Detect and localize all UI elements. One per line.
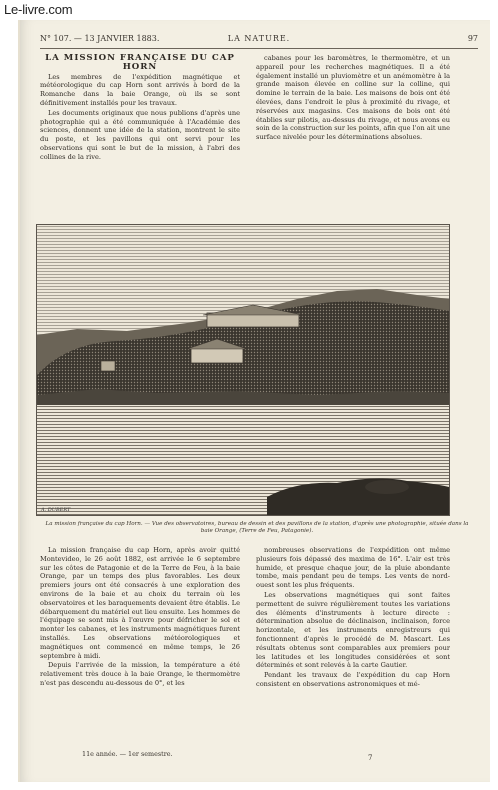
paragraph: La mission française du cap Horn, après avoir quitté Montevideo, le 26 août 1882, est arrivée le 6 septembre sur les côtes de Patagonie et de la Terre de Feu, à la baie Orange, par un temps des plus favorables. Les deux premiers jours ont été consacrés à une exploration des environs de la baie et au choix du terrain où les observatoires et les baraquements devaient être établis. Le débarquement du matériel eut lieu ensuite. Les hommes de l'équipage se sont mis à l'œuvre pour défricher le sol et monter les cabanes, et les instruments magnétiques furent installés. Les observations météorologiques et magnétiques ont commencé en même temps, le 26 septembre à midi. — [40, 546, 240, 660]
pavilion-building — [191, 347, 243, 363]
column-bottom-right — [256, 546, 450, 746]
paragraph: Les documents originaux que nous publions d'après une photographie qui a été communiquée à l'Académie des sciences, donnent une idée de la station, montrent le site du poste, et les pavillons qui ont servi pour les observations qui sont le but de la mission, à l'abri des collines de la rive. — [40, 108, 240, 161]
paragraph: Les observations magnétiques qui sont faites permettent de suivre régulièrement toutes les variations des éléments d'instruments à lecture directe : détermination absolue de déclinaison, inclinaison, force horizontale, et les instruments enregistreurs qui fonctionnent d'après le procédé de M. Mascart. Les résultats obtenus sont comparables aux premiers pour les latitudes et les longitudes considérées et sont déterminés et sont relevés à la carte Gautier. — [256, 590, 450, 670]
article-title: LA MISSION FRANÇAISE DU CAP HORN — [45, 54, 235, 72]
paragraph: cabanes pour les baromètres, le thermomètre, et un appareil pour les recherches magnétiques. Il a été également installé un pluviomètre et un anémomètre à la grande maison élevée en colline sur la colline, qui domine le terrain de la baie. Les maisons de bois ont été élevées, dans l'endroit le plus à proximité du rivage, et réservées aux magasins. Ces maisons de bois ont été établies sur pilotis, au-dessus du rivage, et nous avons eu soin de la construction sur les points, afin que l'on ait une surface nivelée pour les déterminations absolues. — [256, 54, 450, 142]
journal-title: LA NATURE. — [227, 34, 291, 43]
issue-date: N° 107. — 13 JANVIER 1883. — [40, 34, 160, 43]
column-bottom-left — [40, 546, 240, 746]
page-number: 97 — [467, 34, 478, 43]
cape-horn-station-engraving — [37, 225, 449, 515]
paragraph: Depuis l'arrivée de la mission, la température a été relativement très douce à la baie Orange, le thermomètre n'est pas descendu au-dessous de 0°, et les — [40, 661, 240, 687]
paragraph: Pendant les travaux de l'expédition du cap Horn consistent en observations astronomiques et mé- — [256, 671, 450, 688]
paragraph: Les membres de l'expédition magnétique et météorologique du cap Horn sont arrivés à bord de la Romanche dans la baie Orange, où ils se sont définitivement installés pour les travaux. — [40, 72, 240, 107]
column-top-right — [256, 54, 450, 220]
paragraph: nombreuses observations de l'expédition ont même plusieurs fois dépassé des maxima de 16°. L'air est très humide, et presque chaque jour, de la pluie abondante tombe, mais pendant peu de temps. Les vents de nord-ouest sont les plus fréquents. — [256, 546, 450, 590]
signature-mark: 7 — [368, 754, 373, 762]
engraving-illustration — [36, 224, 450, 516]
page-header — [40, 34, 478, 48]
footer-volume-line: 11e année. — 1er semestre. — [82, 750, 173, 758]
site-watermark: Le-livre.com — [4, 2, 73, 17]
engraver-signature: A. DUBERT — [41, 507, 71, 513]
column-top-left — [40, 54, 240, 220]
header-rule — [40, 48, 478, 49]
small-hut — [101, 361, 115, 371]
figure-caption: La mission française du cap Horn. — Vue des observatoires, bureau de dessin et des pavillons de la station, d'après une photographie, située dans la baie Orange, (Terre de Feu, Patagonie). — [45, 521, 469, 535]
